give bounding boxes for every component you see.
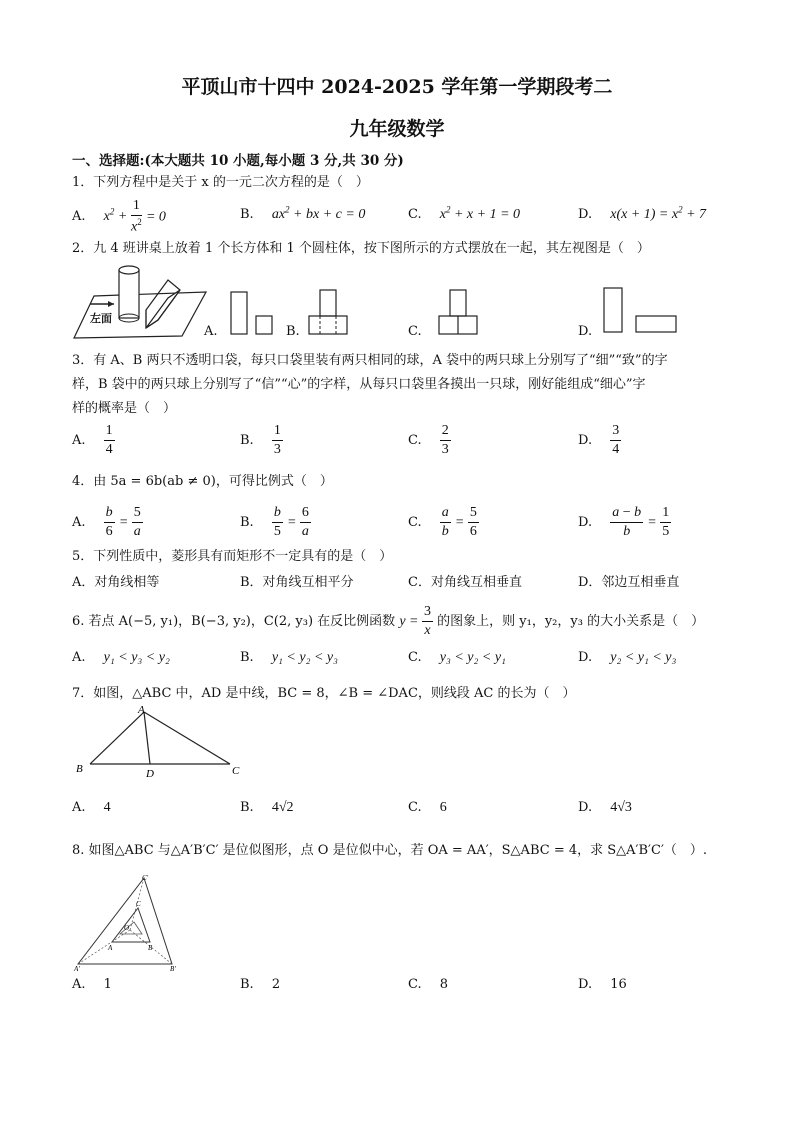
option-label: A.: [72, 433, 86, 448]
exam-subtitle: 九年级数学: [349, 118, 445, 140]
q3-d-fraction: $\frac{3}{4}$: [612, 423, 620, 457]
q4-option-a[interactable]: A. $\frac{b}{6}$ = $\frac{5}{a}$: [72, 505, 141, 539]
q3-option-c[interactable]: [408, 424, 451, 457]
option-label: D.: [578, 433, 593, 448]
q8-label-a-prime: A′: [74, 965, 80, 972]
q6-option-d[interactable]: D. y₂ < y₁ < y₃: [578, 650, 677, 665]
option-label: B.: [240, 977, 254, 992]
question-1-text: 1．下列方程中是关于 x 的一元二次方程的是（ ）: [72, 175, 369, 190]
q8-label-b-prime: B′: [170, 965, 176, 972]
q7-option-a[interactable]: A. 4: [72, 800, 111, 815]
q7-option-d[interactable]: D. 4√3: [578, 800, 632, 815]
option-label: C.: [408, 650, 422, 665]
q5-option-c[interactable]: C．对角线互相垂直: [408, 575, 522, 590]
q8-option-a[interactable]: A. 1: [72, 977, 112, 992]
q1-option-b[interactable]: [240, 204, 365, 223]
option-label: B.: [240, 515, 254, 530]
section-heading: 一、选择题:(本大题共 10 小题,每小题 3 分,共 30 分): [72, 153, 404, 169]
option-label: A.: [72, 515, 86, 530]
q4-option-b[interactable]: B. $\frac{b}{5}$ = $\frac{6}{a}$: [240, 505, 309, 539]
option-label: B.: [240, 650, 254, 665]
q8-homothety-figure: [72, 872, 182, 972]
q3-option-d[interactable]: [578, 424, 621, 457]
option-label: C.: [408, 515, 422, 530]
q8-option-b[interactable]: B. 2: [240, 977, 281, 992]
q2-3d-figure: [72, 262, 212, 342]
option-label: D.: [578, 515, 593, 530]
option-label: B.: [286, 324, 300, 339]
question-3-line-1: 3．有 A、B 两只不透明口袋，每只口袋里装有两只相同的球，A 袋中的两只球上分别写了“细”“致”的字: [72, 353, 668, 368]
q7-label-a: A: [138, 704, 145, 716]
question-7-text: 7．如图，△ABC 中，AD 是中线，BC = 8，∠B = ∠DAC，则线段 AC 的长为（ ）: [72, 686, 576, 701]
question-3-line-2: 样，B 袋中的两只球上分别写了“信”“心”的字样，从每只口袋里各摸出一只球，刚好能组成“细心”字: [72, 377, 646, 392]
option-label: B.: [240, 800, 254, 815]
q1-option-c[interactable]: [408, 204, 520, 223]
q1-d-expr: $x(x + 1) = x^2 + 7$: [610, 204, 707, 222]
q7-option-b[interactable]: B. 4√2: [240, 800, 294, 815]
option-label: D.: [578, 650, 593, 665]
option-label: C.: [408, 800, 422, 815]
q3-c-fraction: $\frac{2}{3}$: [441, 423, 449, 457]
q2-option-b[interactable]: [286, 324, 300, 339]
q3-b-fraction: $\frac{1}{3}$: [273, 423, 281, 457]
question-6-text: 6. 若点 A(−5, y₁)，B(−3, y₂)，C(2, y₃) 在反比例函数 y = $\frac{3}{x}$ 的图象上，则 y₁，y₂，y₃ 的大小关系是（ ）: [72, 604, 705, 638]
q4-option-d[interactable]: D. $\frac{a - b}{b}$ = $\frac{1}{5}$: [578, 505, 670, 539]
exam-title: 平顶山市十四中 2024-2025 学年第一学期段考二: [181, 76, 613, 98]
q1-option-d[interactable]: [578, 204, 706, 223]
q6-text-after: 的图象上，则 y₁，y₂，y₃ 的大小关系是（ ）: [437, 614, 705, 629]
option-label: D.: [578, 800, 593, 815]
q8-label-o: O: [124, 924, 130, 932]
option-label: C.: [408, 433, 422, 448]
q1-c-expr: $x^2 + x + 1 = 0$: [439, 204, 521, 222]
option-label: D.: [578, 206, 593, 222]
question-2-text: 2．九 4 班讲桌上放着 1 个长方体和 1 个圆柱体，按下图所示的方式摆放在一起，其左视图是（ ）: [72, 241, 650, 256]
q4-option-c[interactable]: C. $\frac{a}{b}$ = $\frac{5}{6}$: [408, 505, 477, 539]
option-label: D.: [578, 324, 593, 339]
option-label: A.: [72, 209, 86, 225]
q2-option-d[interactable]: [578, 324, 592, 339]
q5-option-d[interactable]: D．邻边互相垂直: [578, 575, 680, 590]
q1-option-a[interactable]: A. $x^2$ + $\frac{1}{x^2}$ = 0: [72, 198, 166, 235]
q7-label-b: B: [76, 763, 83, 775]
q8-option-d[interactable]: D. 16: [578, 977, 627, 992]
question-5-text: 5．下列性质中，菱形具有而矩形不一定具有的是（ ）: [72, 549, 393, 564]
option-label: C.: [408, 206, 422, 222]
question-4-text: 4．由 5a = 6b(ab ≠ 0)，可得比例式（ ）: [72, 474, 333, 489]
q8-label-a: A: [108, 944, 113, 952]
option-label: C.: [408, 977, 422, 992]
option-label: A.: [204, 324, 218, 339]
q1-b-expr: $ax^2$ + bx + c = 0: [271, 204, 366, 222]
q2-option-c-figure: [436, 288, 482, 340]
option-label: A.: [72, 650, 86, 665]
q5-option-a[interactable]: A．对角线相等: [72, 575, 160, 590]
q3-option-b[interactable]: [240, 424, 283, 457]
q5-option-b[interactable]: B．对角线互相平分: [240, 575, 354, 590]
option-label: A.: [72, 977, 86, 992]
option-label: B.: [240, 433, 254, 448]
q8-label-c-prime: C′: [142, 874, 149, 882]
q6-text-before: 6. 若点 A(−5, y₁)，B(−3, y₂)，C(2, y₃) 在反比例函数: [72, 614, 396, 629]
option-label: C.: [408, 324, 422, 339]
q2-left-face-label: 左面: [90, 312, 112, 325]
q8-label-b: B: [148, 944, 153, 952]
q8-option-c[interactable]: C. 8: [408, 977, 449, 992]
q7-label-c: C: [232, 765, 240, 777]
q2-option-a-figure: [228, 290, 278, 338]
q2-option-c[interactable]: [408, 324, 422, 339]
q6-option-b[interactable]: B. y₁ < y₂ < y₃: [240, 650, 338, 665]
q1-a-expr: $x^2$ +: [103, 206, 131, 225]
q7-triangle-figure: [72, 704, 252, 780]
q3-option-a[interactable]: [72, 424, 115, 457]
question-8-text: 8. 如图△ABC 与△A′B′C′ 是位似图形，点 O 是位似中心，若 OA = AA′，S△ABC = 4，求 S△A′B′C′（ ）.: [72, 843, 708, 858]
q3-a-fraction: $\frac{1}{4}$: [105, 423, 113, 457]
option-label: A.: [72, 800, 86, 815]
q6-option-c[interactable]: C. y₃ < y₂ < y₁: [408, 650, 506, 665]
q6-option-a[interactable]: A. y₁ < y₃ < y₂: [72, 650, 170, 665]
q7-option-c[interactable]: C. 6: [408, 800, 447, 815]
option-label: D.: [578, 977, 593, 992]
q1-a-fraction: $\frac{1}{x^2}$: [130, 198, 142, 235]
q8-label-c: C: [136, 900, 141, 908]
q7-label-d: D: [146, 768, 154, 780]
q6-function-fraction: $\frac{3}{x}$: [424, 604, 431, 638]
option-label: B.: [240, 206, 254, 222]
q2-option-d-figure: [600, 286, 680, 338]
question-3-line-3: 样的概率是（ ）: [72, 401, 177, 416]
q2-option-b-figure: [306, 288, 352, 340]
q2-option-a[interactable]: [204, 324, 218, 339]
